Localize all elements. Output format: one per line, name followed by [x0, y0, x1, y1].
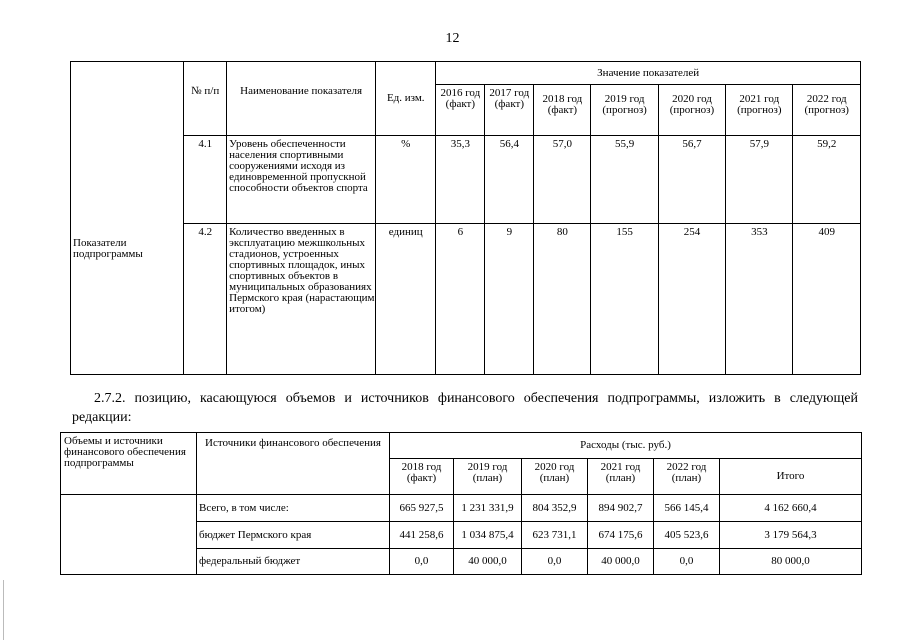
- row-total: 80 000,0: [720, 549, 862, 575]
- header-year-2016: 2016 год (факт): [436, 85, 485, 136]
- row-value: 1 231 331,9: [454, 495, 522, 522]
- row-value: 57,9: [726, 136, 793, 224]
- row-value: 566 145,4: [654, 495, 720, 522]
- row-value: 353: [726, 224, 793, 375]
- row-unit: %: [376, 136, 436, 224]
- header-year-2019: 2019 год (план): [454, 459, 522, 495]
- row-value: 1 034 875,4: [454, 522, 522, 549]
- row-value: 155: [591, 224, 658, 375]
- row-value: 9: [485, 224, 534, 375]
- row-value: 80: [534, 224, 591, 375]
- header-year-2020: 2020 год (прогноз): [658, 85, 725, 136]
- row-name: Количество введенных в эксплуатацию межшкольных стадионов, устроенных спортивных площадок, иных спортивных объектов в муниципальных образованиях Пермского края (нарастающим итогом): [227, 224, 376, 375]
- indicators-section-label: Показатели подпрограммы: [71, 62, 184, 375]
- header-name: Наименование показателя: [227, 62, 376, 136]
- header-year-2019: 2019 год (прогноз): [591, 85, 658, 136]
- row-value: 405 523,6: [654, 522, 720, 549]
- row-value: 409: [793, 224, 861, 375]
- row-source: федеральный бюджет: [197, 549, 390, 575]
- header-total: Итого: [720, 459, 862, 495]
- row-value: 441 258,6: [390, 522, 454, 549]
- header-year-2022: 2022 год (прогноз): [793, 85, 861, 136]
- table-row: [71, 224, 861, 375]
- finance-section-label: Объемы и источники финансового обеспечения подпрограммы: [61, 433, 197, 495]
- scan-edge: [0, 580, 4, 640]
- row-value: 35,3: [436, 136, 485, 224]
- row-source: бюджет Пермского края: [197, 522, 390, 549]
- row-value: 894 902,7: [588, 495, 654, 522]
- row-value: 56,4: [485, 136, 534, 224]
- row-value: 665 927,5: [390, 495, 454, 522]
- row-value: 56,7: [658, 136, 725, 224]
- header-sources: Источники финансового обеспечения: [197, 433, 390, 495]
- row-num: 4.1: [184, 136, 227, 224]
- row-value: 254: [658, 224, 725, 375]
- header-year-2017: 2017 год (факт): [485, 85, 534, 136]
- row-value: 40 000,0: [588, 549, 654, 575]
- header-year-2021: 2021 год (план): [588, 459, 654, 495]
- row-num: 4.2: [184, 224, 227, 375]
- header-year-2022: 2022 год (план): [654, 459, 720, 495]
- header-num: № п/п: [184, 62, 227, 136]
- header-values-group: Значение показателей: [436, 62, 861, 85]
- finance-label-continuation: [61, 495, 197, 575]
- row-source: Всего, в том числе:: [197, 495, 390, 522]
- row-value: 0,0: [654, 549, 720, 575]
- page-number: 12: [445, 31, 460, 46]
- row-unit: единиц: [376, 224, 436, 375]
- header-year-2020: 2020 год (план): [522, 459, 588, 495]
- finance-table: [60, 432, 862, 575]
- header-year-2021: 2021 год (прогноз): [726, 85, 793, 136]
- row-value: 59,2: [793, 136, 861, 224]
- row-value: 55,9: [591, 136, 658, 224]
- row-value: 674 175,6: [588, 522, 654, 549]
- row-total: 4 162 660,4: [720, 495, 862, 522]
- header-unit: Ед. изм.: [376, 62, 436, 136]
- row-value: 6: [436, 224, 485, 375]
- amendment-paragraph: 2.7.2. позицию, касающуюся объемов и источников финансового обеспечения подпрограммы, изложить в следующей редакции:: [72, 391, 858, 425]
- indicators-table: [70, 61, 861, 375]
- row-total: 3 179 564,3: [720, 522, 862, 549]
- row-value: 0,0: [522, 549, 588, 575]
- row-value: 40 000,0: [454, 549, 522, 575]
- table-row: [71, 136, 861, 224]
- row-value: 0,0: [390, 549, 454, 575]
- row-value: 804 352,9: [522, 495, 588, 522]
- row-value: 57,0: [534, 136, 591, 224]
- header-expenses-group: Расходы (тыс. руб.): [390, 433, 862, 459]
- header-year-2018: 2018 год (факт): [390, 459, 454, 495]
- row-value: 623 731,1: [522, 522, 588, 549]
- row-name: Уровень обеспеченности населения спортивными сооружениями исходя из единовременной пропускной способности объектов спорта: [227, 136, 376, 224]
- header-year-2018: 2018 год (факт): [534, 85, 591, 136]
- table-row: [61, 495, 862, 522]
